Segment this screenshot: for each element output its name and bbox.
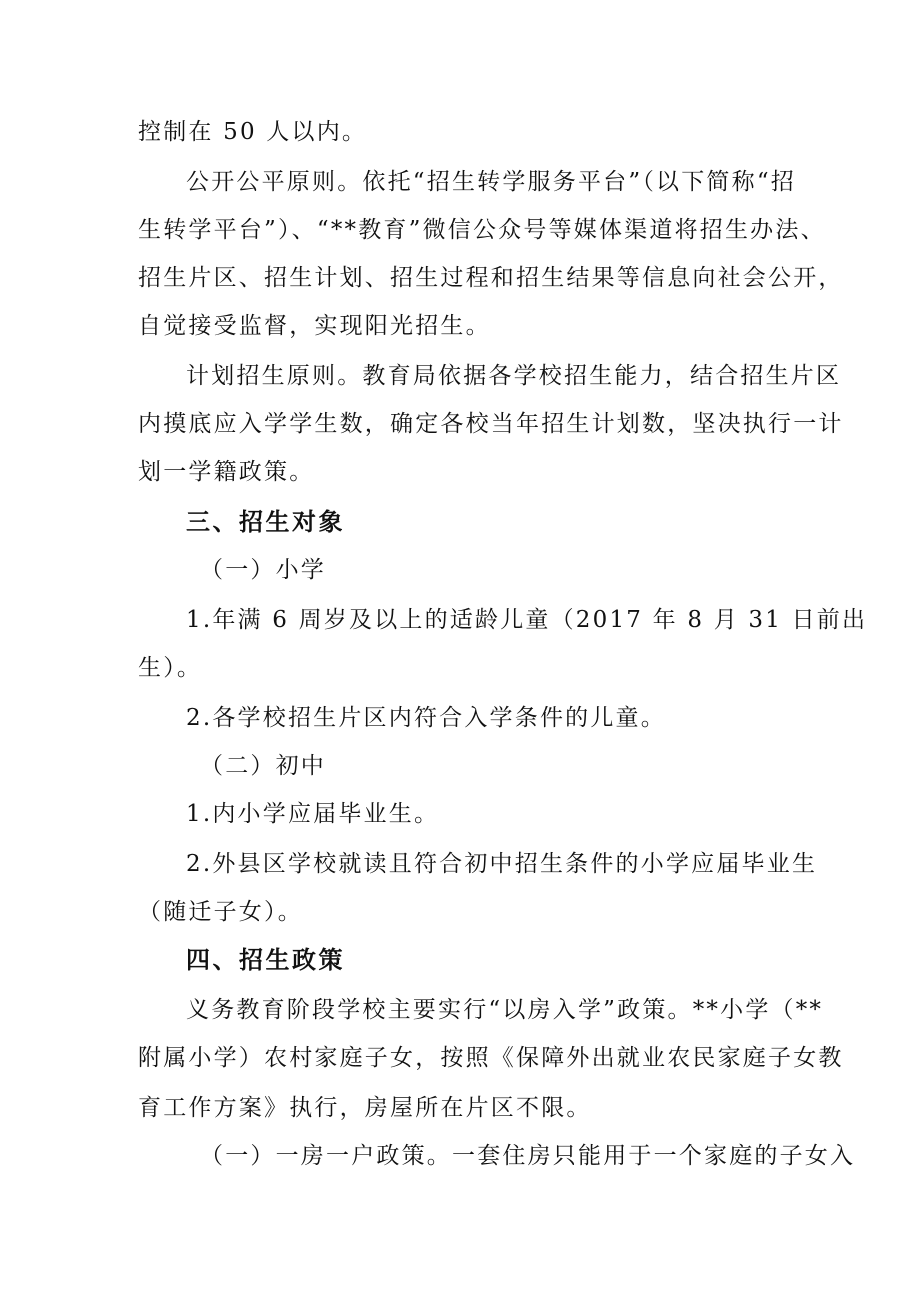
paragraph-line: 公开公平原则。依托“招生转学服务平台”（以下简称“招 bbox=[186, 169, 796, 195]
subsection-heading: （二）初中 bbox=[200, 753, 326, 779]
paragraph-line: 内摸底应入学学生数，确定各校当年招生计划数，坚决执行一计 bbox=[138, 411, 844, 437]
section-heading: 三、招生对象 bbox=[186, 508, 345, 536]
subsection-heading: （一）小学 bbox=[200, 557, 326, 583]
paragraph-line: 自觉接受监督，实现阳光招生。 bbox=[138, 313, 491, 339]
paragraph-line: 生）。 bbox=[138, 655, 203, 681]
paragraph-line: （随迁子女）。 bbox=[138, 899, 303, 925]
paragraph-line: 划一学籍政策。 bbox=[138, 459, 315, 485]
paragraph-line: 2.各学校招生片区内符合入学条件的儿童。 bbox=[186, 705, 666, 731]
paragraph-line: 招生片区、招生计划、招生过程和招生结果等信息向社会公开， bbox=[138, 265, 844, 291]
paragraph-line: 育工作方案》执行，房屋所在片区不限。 bbox=[138, 1095, 592, 1121]
paragraph-line: 计划招生原则。教育局依据各学校招生能力，结合招生片区 bbox=[186, 363, 842, 389]
paragraph-line: （一）一房一户政策。一套住房只能用于一个家庭的子女入 bbox=[200, 1143, 856, 1169]
paragraph-line: 控制在 50 人以内。 bbox=[138, 119, 368, 145]
paragraph-line: 1.内小学应届毕业生。 bbox=[186, 801, 440, 827]
paragraph-line: 义务教育阶段学校主要实行“以房入学”政策。**小学（** bbox=[186, 997, 824, 1023]
paragraph-line: 1.年满 6 周岁及以上的适龄儿童（2017 年 8 月 31 日前出 bbox=[186, 607, 868, 633]
section-heading: 四、招生政策 bbox=[186, 946, 345, 974]
paragraph-line: 生转学平台”）、“**教育”微信公众号等媒体渠道将招生办法、 bbox=[138, 217, 826, 243]
paragraph-line: 附属小学）农村家庭子女，按照《保障外出就业农民家庭子女教 bbox=[138, 1045, 844, 1071]
paragraph-line: 2.外县区学校就读且符合初中招生条件的小学应届毕业生 bbox=[186, 851, 818, 877]
